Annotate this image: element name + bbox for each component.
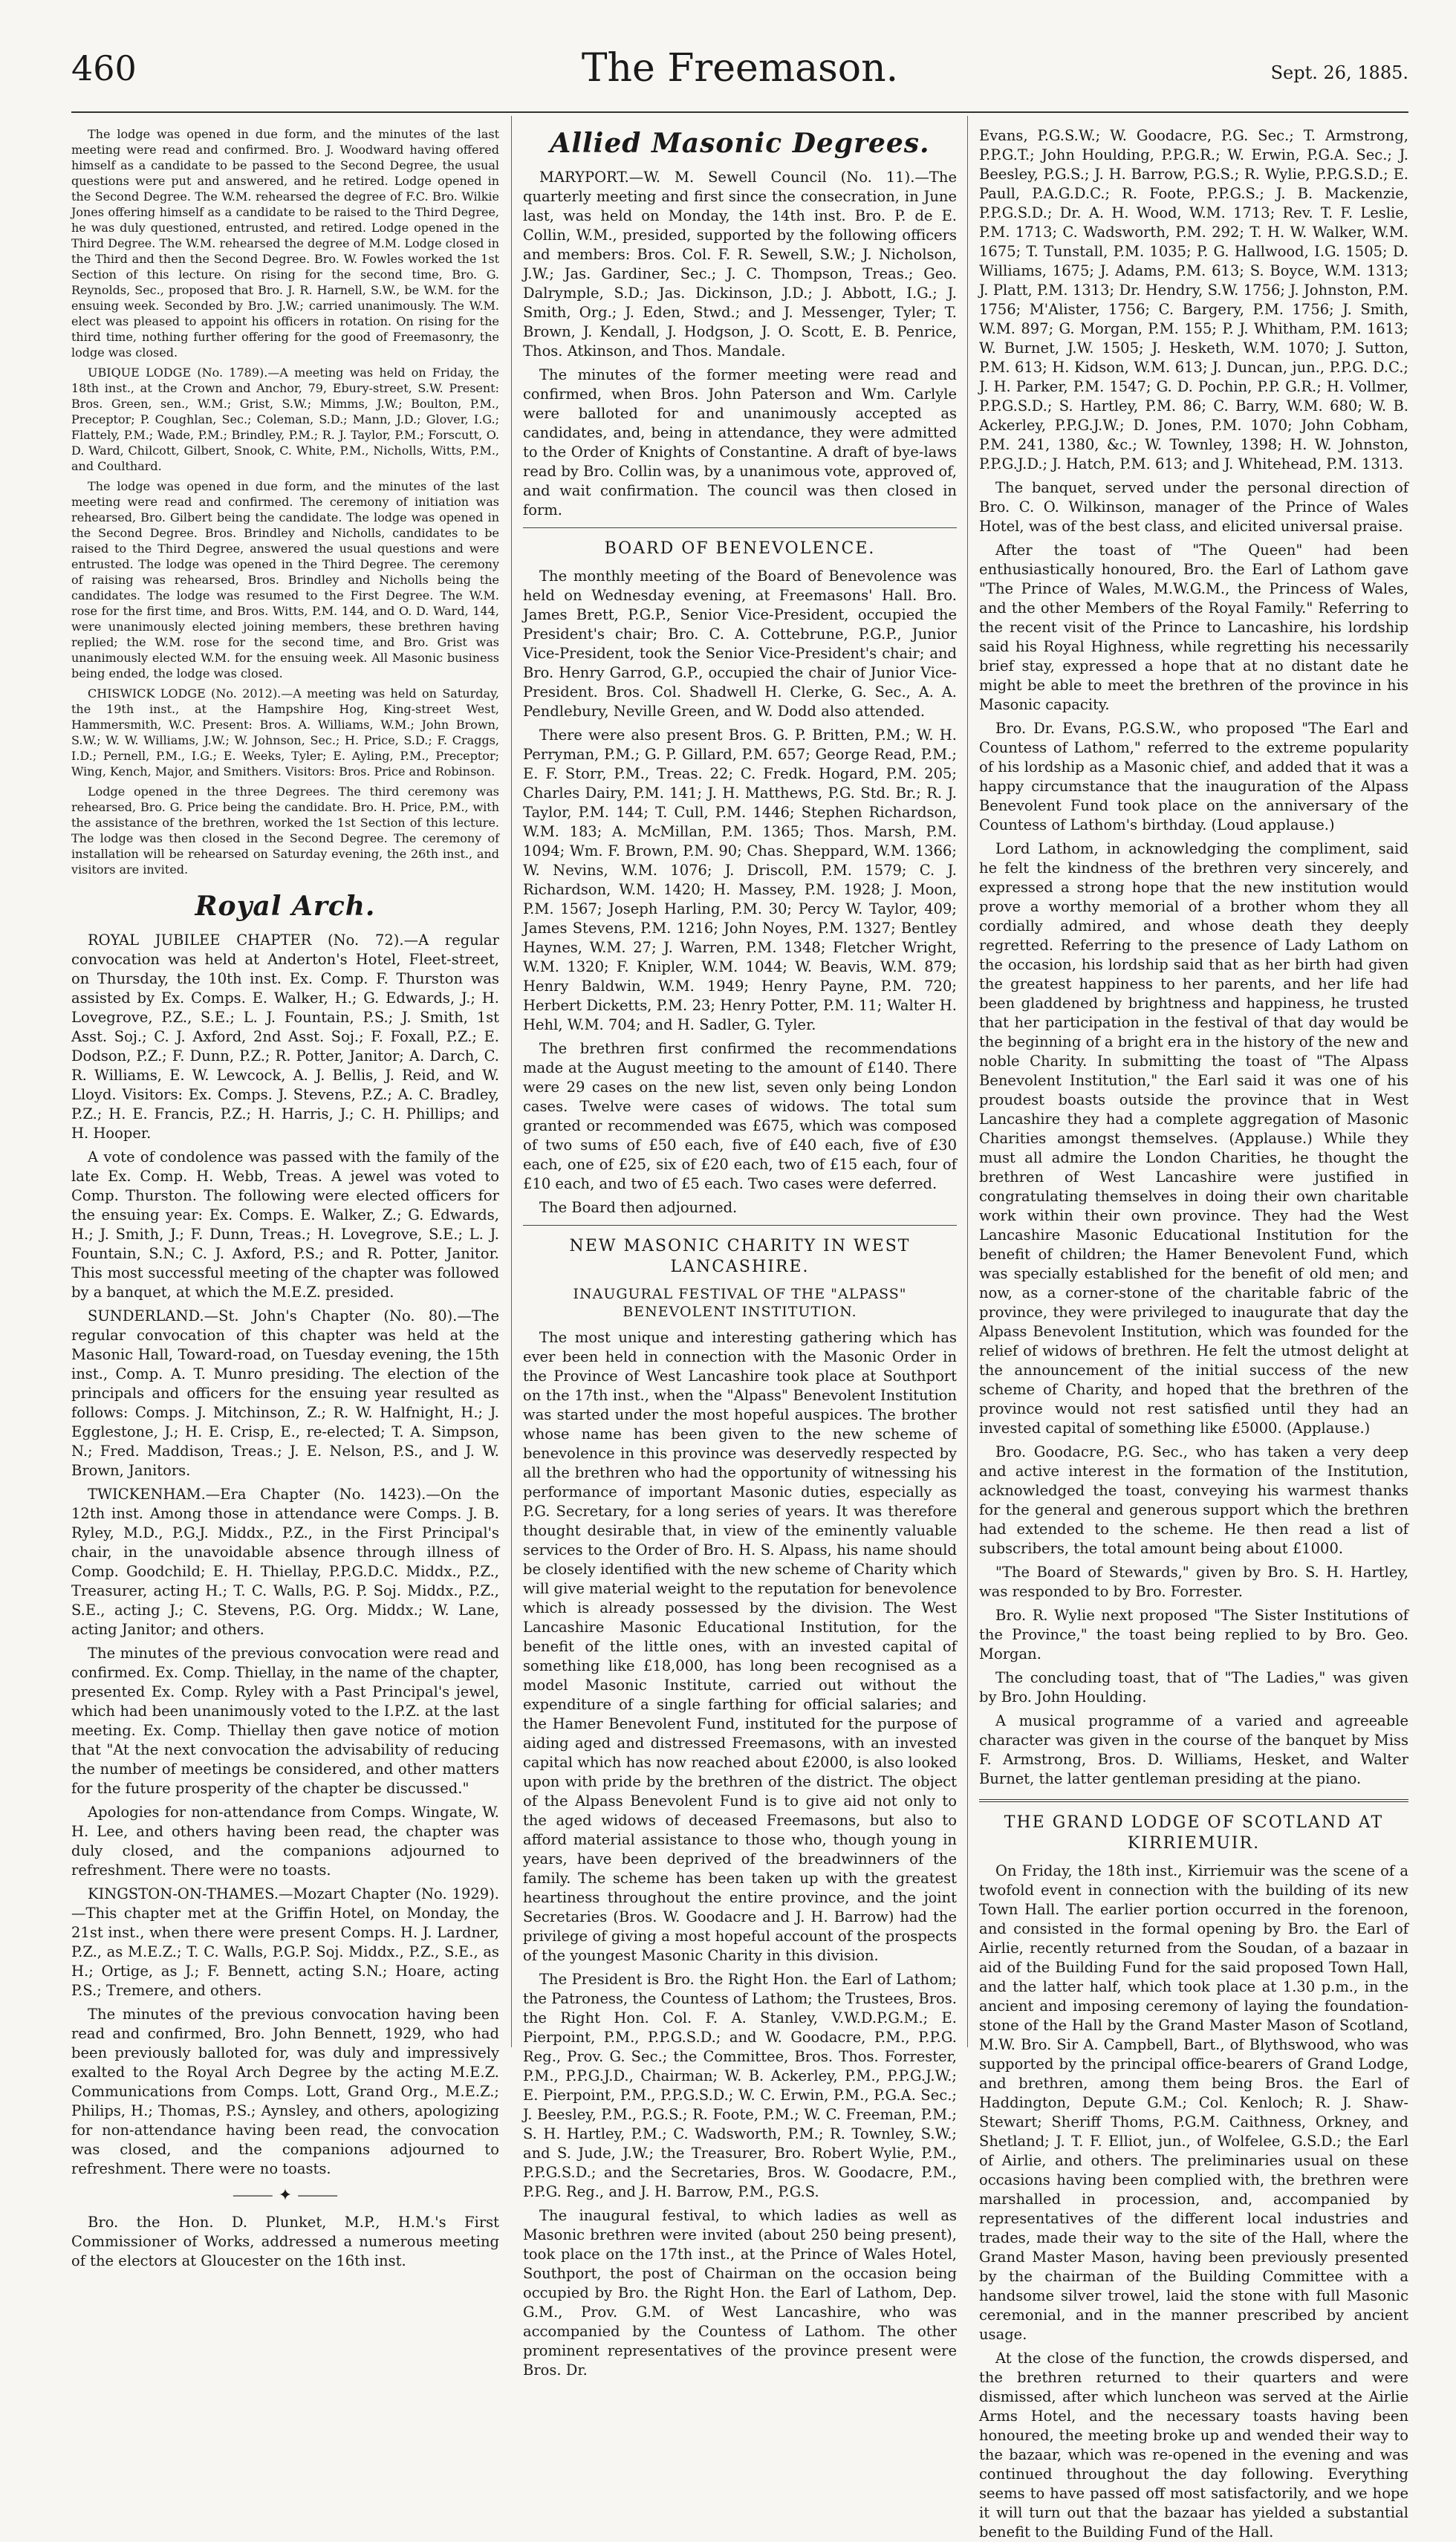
article-paragraph: "The Board of Stewards," given by Bro. S. H. Hartley, was responded to by Bro. Forrester. xyxy=(979,1564,1408,1600)
article-paragraph: The minutes of the former meeting were read and confirmed, when Bros. John Paterson and Wm. Carlyle were balloted for and unanimously accepted as candidates, and, being in attendance, they were admitted to the Order of Knights of Constantine. A draft of bye-laws read by Bro. Collin was, by a unanimous vote, approved of, and wait confirmation. The council was then closed in form. xyxy=(523,366,957,519)
article-paragraph: A musical programme of a varied and agreeable character was given in the course of the banquet by Miss F. Armstrong, Bros. D. Williams, Hesket, and Walter Burnet, the latter gentleman presiding at the piano. xyxy=(979,1712,1408,1787)
ornament-divider: ⸻ ✦ ⸻ xyxy=(232,2186,339,2205)
issue-date: Sept. 26, 1885. xyxy=(1270,62,1408,83)
article-paragraph: Apologies for non-attendance from Comps. Wingate, W. H. Lee, and others having been read, the chapter was duly closed, and the companions adjourned to refreshment. There were no toasts. xyxy=(71,1804,499,1879)
subheading-alpass-festival: INAUGURAL FESTIVAL OF THE "ALPASS" BENEVOLENT INSTITUTION. xyxy=(573,1286,907,1320)
column-3 xyxy=(979,126,1408,2541)
article-paragraph: Evans, P.G.S.W.; W. Goodacre, P.G. Sec.; T. Armstrong, P.P.G.T.; John Houlding, P.P.G.R.; W. Erwin, P.G.A. Sec.; J. Beesley, P.G.S.; J. H. Barrow, P.G.S.; R. Wylie, P.P.G.S.D.; E. Paull, P.A.G.D.C.; R. Foote, P.P.G.S.; J. B. Mackenzie, P.P.G.S.D.; Dr. A. H. Wood, W.M. 1713; Rev. T. F. Leslie, P.M. 1713; C. Wadsworth, P.M. 292; T. H. W. Walker, W.M. 1675; T. Tunstall, P.M. 1035; P. G. Hallwood, I.G. 1505; D. Williams, 1675; J. Adams, P.M. 613; S. Boyce, W.M. 1313; J. Platt, P.M. 1313; Dr. Hendry, S.W. 1756; J. Johnston, P.M. 1756; M'Alister, 1756; C. Bargery, P.M. 1756; J. Smith, W.M. 897; G. Morgan, P.M. 155; P. J. Whitham, P.M. 1613; W. Burnet, J.W. 1505; J. Hesketh, W.M. 1070; J. Sutton, P.M. 613; H. Kidson, W.M. 613; J. Duncan, jun., P.P.G. D.C.; J. H. Parker, P.M. 1547; G. D. Pochin, P.P. G.R.; H. Vollmer, P.P.G.S.D.; S. Hartley, P.M. 86; C. Barry, W.M. 680; W. B. Ackerley, P.P.G.J.W.; D. Jones, P.M. 1070; John Cobham, P.M. 241, 1380, &c.; W. Townley, 1398; H. W. Johnston, P.P.G.J.D.; J. Hatch, P.M. 613; and J. Whitehead, P.M. 1313. xyxy=(979,127,1408,472)
section-rule xyxy=(523,527,957,528)
section-heading-royal-arch: Royal Arch. xyxy=(195,891,376,922)
heading-board-of-benevolence: BOARD OF BENEVOLENCE. xyxy=(604,539,876,558)
article-paragraph: After the toast of "The Queen" had been enthusiastically honoured, Bro. the Earl of Lathom gave "The Prince of Wales, M.W.G.M., the Princess of Wales, and the other Members of the Royal Family." Referring to the recent visit of the Prince to Lancashire, his lordship said his Royal Highness, while regretting his necessarily brief stay, expressed a hope that at no distant date he might be able to meet the brethren of the province in his Masonic capacity. xyxy=(979,542,1408,713)
column-divider xyxy=(967,116,968,2047)
section-rule xyxy=(523,1225,957,1226)
article-paragraph: The monthly meeting of the Board of Benevolence was held on Wednesday evening, at Freemasons' Hall. Bro. James Brett, P.G.P., Senior Vice-President, occupied the President's chair; Bro. C. A. Cottebrune, P.G.P., Junior Vice-President, took the Senior Vice-President's chair; and Bro. Henry Garrod, G.P., occupied the chair of Junior Vice-President. Bros. Col. Shadwell H. Clerke, G. Sec., A. A. Pendlebury, Neville Green, and W. Dodd also attended. xyxy=(523,568,957,720)
masthead-rule xyxy=(71,111,1408,113)
column-2 xyxy=(523,126,957,2379)
heading-new-masonic-charity: NEW MASONIC CHARITY IN WEST LANCASHIRE. xyxy=(569,1237,911,1276)
article-paragraph: The lodge was opened in due form, and the minutes of the last meeting were read and confirmed. The ceremony of initiation was rehearsed, Bro. Gilbert being the candidate. The lodge was opened in the Second Degree. Bros. Brindley and Nicholls, candidates to be raised to the Third Degree, answered the usual questions and were entrusted. The lodge was opened in the Third Degree. The ceremony of raising was rehearsed, Bros. Brindley and Nicholls being the candidates. The lodge was resumed to the First Degree. The W.M. rose for the first time, and Bros. Witts, P.M. 144, and O. D. Ward, 144, were unanimously elected joining members, these brethren having replied; the W.M. rose for the second time, and Bro. Grist was unanimously elected W.M. for the ensuing week. All Masonic business being ended, the lodge was closed. xyxy=(71,479,499,680)
article-paragraph: The minutes of the previous convocation having been read and confirmed, Bro. John Bennett, 1929, who had been previously balloted for, was duly and impressively exalted to the Royal Arch Degree by the acting M.E.Z. Communications from Comps. Lott, Grand Org., M.E.Z.; Philips, H.; Thomas, P.S.; Aynsley, and others, apologizing for non-attendance having been read, the convocation was closed, and the companions adjourned to refreshment. There were no toasts. xyxy=(71,2006,499,2177)
column-divider xyxy=(511,116,512,2047)
article-paragraph: Lord Lathom, in acknowledging the compliment, said he felt the kindness of the brethren very sincerely, and expressed a strong hope that the new institution would prove a worthy memorial of a brother whom they all cordially admired, and whose death they deeply regretted. Referring to the presence of Lady Lathom on the occasion, his lordship said that as her birth had given the greatest happiness to her parents, and her life had been gladdened by brightness and happiness, he trusted that her participation in the festival of that day would be the beginning of a bright era in the history of the new and noble Charity. In submitting the toast of "The Alpass Benevolent Institution," the Earl said it was one of his proudest boasts outside the province that in West Lancashire they had a complete aggregation of Masonic Charities amongst themselves. (Applause.) While they must all admire the London Charities, he thought the brethren of West Lancashire were justified in congratulating themselves in doing their own charitable work within their own province. They had the West Lancashire Masonic Educational Institution for the benefit of children; the Hamer Benevolent Fund, which was specially established for the benefit of old men; and now, as a corner-stone of the charitable fabric of the province, they were privileged to inaugurate that day the Alpass Benevolent Institution, which was founded for the relief of widows of brethren. He felt the utmost delight at the announcement of the initial success of the new scheme of Charity, and hoped that the brethren of the province would not rest satisfied until they had an invested capital of something like £5000. (Applause.) xyxy=(979,840,1408,1437)
newspaper-title: The Freemason. xyxy=(581,46,899,91)
article-paragraph: There were also present Bros. G. P. Britten, P.M.; W. H. Perryman, P.M.; G. P. Gillard, P.M. 657; George Read, P.M.; E. F. Storr, P.M., Treas. 22; C. Fredk. Hogard, P.M. 205; Charles Dairy, P.M. 141; J. H. Matthews, P.G. Std. Br.; R. J. Taylor, P.M. 144; T. Cull, P.M. 1446; Stephen Richardson, W.M. 183; A. McMillan, P.M. 1365; Thos. Marsh, P.M. 1094; Wm. F. Brown, P.M. 90; Chas. Sheppard, W.M. 1366; W. Nevins, W.M. 1076; J. Driscoll, P.M. 1579; C. J. Richardson, W.M. 1420; H. Massey, P.M. 1928; J. Moon, P.M. 1567; Joseph Harling, P.M. 30; Percy W. Taylor, 409; James Stevens, P.M. 1216; John Noyes, P.M. 1327; Bentley Haynes, W.M. 27; J. Warren, P.M. 1348; Fletcher Wright, W.M. 1320; F. Knipler, W.M. 1044; W. Beavis, W.M. 879; Henry Baldwin, W.M. 1949; Henry Payne, P.M. 720; Herbert Dicketts, P.M. 23; Henry Potter, P.M. 11; Walter H. Hehl, W.M. 704; and H. Sadler, G. Tyler. xyxy=(523,726,957,1033)
article-paragraph: At the close of the function, the crowds dispersed, and the brethren returned to their quarters and were dismissed, after which luncheon was served at the Airlie Arms Hotel, and the necessary toasts having been honoured, the meeting broke up and wended their way to the bazaar, which was re-opened in the evening and was continued throughout the day following. Everything seems to have passed off most satisfactorily, and we hope it will turn out that the bazaar has yielded a substantial benefit to the Building Fund of the Hall. xyxy=(979,2350,1408,2541)
page-number: 460 xyxy=(71,48,137,88)
lodge-reports xyxy=(71,126,499,877)
article-paragraph: Bro. the Hon. D. Plunket, M.P., H.M.'s First Commissioner of Works, addressed a numerous meeting of the electors at Gloucester on the 16th inst. xyxy=(71,2214,499,2269)
article-paragraph: CHISWICK LODGE (No. 2012).—A meeting was held on Saturday, the 19th inst., at the Hampshire Hog, King-street West, Hammersmith, W.C. Present: Bros. A. Williams, W.M.; John Brown, S.W.; W. W. Williams, J.W.; W. Johnson, Sec.; H. Price, S.D.; F. Craggs, I.D.; Pernell, P.M., I.G.; E. Weeks, Tyler; E. Ayling, P.M., Preceptor; Wing, Kench, Major, and Smithers. Visitors: Bros. Price and Robinson. xyxy=(71,686,499,778)
article-paragraph: MARYPORT.—W. M. Sewell Council (No. 11).—The quarterly meeting and first since the consecration, in June last, was held on Monday, the 14th inst. Bro. P. de E. Collin, W.M., presided, supported by the following officers and members: Bros. Col. F. R. Sewell, S.W.; J. Nicholson, J.W.; Jas. Gardiner, Sec.; J. C. Thompson, Treas.; Geo. Dalrymple, S.D.; Jas. Dickinson, J.D.; J. Abbott, I.G.; J. Smith, Org.; J. Eden, Stwd.; and J. Messenger, Tyler; T. Brown, J. Kendall, J. Hodgson, J. O. Scott, E. B. Penrice, Thos. Atkinson, and Thos. Mandale. xyxy=(523,169,957,360)
article-paragraph: Bro. Dr. Evans, P.G.S.W., who proposed "The Earl and Countess of Lathom," referred to the extreme popularity of his lordship as a Masonic chief, and added that it was a happy circumstance that the inauguration of the Alpass Benevolent Fund took place on the anniversary of the Countess of Lathom's birthday. (Loud applause.) xyxy=(979,720,1408,833)
article-paragraph: The lodge was opened in due form, and the minutes of the last meeting were read and confirmed. Bro. J. Woodward having offered himself as a candidate to be passed to the Second Degree, the usual questions were put and answered, and he retired. Lodge opened in the Second Degree. The W.M. rehearsed the degree of F.C. Bro. Wilkie Jones offering himself as a candidate to be raised to the Third Degree, he was duly questioned, entrusted, and retired. Lodge opened in the Third Degree. The W.M. rehearsed the degree of M.M. Lodge closed in the Third and then the Second Degree. Bro. W. Fowles worked the 1st Section of this lecture. On rising for the second time, Bro. G. Reynolds, Sec., proposed that Bro. J. R. Harnell, S.W., be W.M. for the ensuing week. Seconded by Bro. J.W.; carried unanimously. The W.M. elect was pleased to appoint his officers in rotation. On rising for the third time, nothing further offering for the good of Freemasonry, the lodge was closed. xyxy=(71,127,499,360)
article-paragraph: A vote of condolence was passed with the family of the late Ex. Comp. H. Webb, Treas. A jewel was voted to Comp. Thurston. The following were elected officers for the ensuing year: Ex. Comps. E. Walker, Z.; G. Edwards, H.; J. Smith, J.; F. Dunn, Treas.; H. Lovegrove, S.E.; L. J. Fountain, S.N.; C. J. Axford, P.S.; and R. Potter, Janitor. This most successful meeting of the chapter was followed by a banquet, at which the M.E.Z. presided. xyxy=(71,1148,499,1301)
section-heading-allied-degrees: Allied Masonic Degrees. xyxy=(550,128,930,159)
column-1 xyxy=(71,126,499,2269)
section-double-rule xyxy=(979,1799,1408,1802)
masthead xyxy=(71,46,1408,108)
article-paragraph: UBIQUE LODGE (No. 1789).—A meeting was held on Friday, the 18th inst., at the Crown and Anchor, 79, Ebury-street, S.W. Present: Bros. Green, sen., W.M.; Grist, S.W.; Mimms, J.W.; Boulton, P.M., Preceptor; P. Coughlan, Sec.; Coleman, S.D.; Mann, J.D.; Glover, I.G.; Flattely, P.M.; Wade, P.M.; Brindley, P.M.; R. J. Taylor, P.M.; Forscutt, O. D. Ward, Chilcott, Gilbert, Snook, C. White, P.M., Nicholls, Witts, P.M., and Coulthard. xyxy=(71,365,499,473)
heading-grand-lodge-scotland: THE GRAND LODGE OF SCOTLAND AT KIRRIEMUIR. xyxy=(1004,1813,1384,1853)
article-paragraph: The President is Bro. the Right Hon. the Earl of Lathom; the Patroness, the Countess of Lathom; the Trustees, Bros. the Right Hon. Col. F. A. Stanley, V.W.D.P.G.M.; E. Pierpoint, P.M., P.P.G.S.D.; and W. Goodacre, P.M., P.P.G. Reg., Prov. G. Sec.; the Committee, Bros. Thos. Forrester, P.M., P.P.G.J.D., Chairman; W. B. Ackerley, P.M., P.P.G.J.W.; E. Pierpoint, P.M., P.P.G.S.D.; W. C. Erwin, P.M., P.G.A. Sec.; J. Beesley, P.M., P.G.S.; R. Foote, P.M.; W. C. Freeman, P.M.; S. H. Hartley, P.M.; C. Wadsworth, P.M.; R. Townley, S.W.; and S. Jude, J.W.; the Treasurer, Bro. Robert Wylie, P.M., P.P.G.S.D.; and the Secretaries, Bros. W. Goodacre, P.M., P.P.G. Reg., and J. H. Barrow, P.M., P.G.S. xyxy=(523,1971,957,2200)
article-paragraph: The most unique and interesting gathering which has ever been held in connection with the Masonic Order in the Province of West Lancashire took place at Southport on the 17th inst., when the "Alpass" Benevolent Institution was started under the most hopeful auspices. The brother whose name has been given to the new scheme of benevolence in this province was deservedly respected by all the brethren who had the opportunity of witnessing his performance of important Masonic duties, especially as P.G. Secretary, for a long series of years. It was therefore thought desirable that, in view of the eminently valuable services to the Order of Bro. H. S. Alpass, his name should be closely identified with the new scheme of Charity which will give material weight to the reputation for benevolence which is already possessed by the division. The West Lancashire Masonic Educational Institution, for the benefit of the little ones, with an invested capital of something like £18,000, has long been recognised as a model Masonic Institute, carried out without the expenditure of a single farthing for official salaries; and the Hamer Benevolent Fund, instituted for the purpose of aiding aged and distressed Freemasons, with an invested capital which has now reached about £2000, is also looked upon with pride by the brethren of the district. The object of the Alpass Benevolent Fund is to give aid not only to the aged widows of deceased Freemasons, but also to afford material assistance to those who, though young in years, have been deprived of the breadwinners of the family. The scheme has been taken up with the greatest heartiness throughout the entire province, and the joint Secretaries (Bros. W. Goodacre and J. H. Barrow) had the privilege of giving a most hopeful account of the prospects of the youngest Masonic Charity in this division. xyxy=(523,1329,957,1964)
article-paragraph: ROYAL JUBILEE CHAPTER (No. 72).—A regular convocation was held at Anderton's Hotel, Fleet-street, on Thursday, the 10th inst. Ex. Comp. F. Thurston was assisted by Ex. Comps. E. Walker, H.; G. Edwards, J.; H. Lovegrove, P.Z., S.E.; L. J. Fountain, P.S.; J. Smith, 1st Asst. Soj.; C. J. Axford, 2nd Asst. Soj.; F. Foxall, P.Z.; E. Dodson, P.Z.; F. Dunn, P.Z.; R. Potter, Janitor; A. Darch, C. R. Williams, E. W. Lewcock, A. J. Bellis, J. Reid, and W. Lloyd. Visitors: Ex. Comps. J. Stevens, P.Z.; A. C. Bradley, P.Z.; H. E. Francis, P.Z.; H. Harris, J.; C. H. Phillips; and H. Hooper. xyxy=(71,932,499,1142)
article-paragraph: The banquet, served under the personal direction of Bro. C. O. Wilkinson, manager of the Prince of Wales Hotel, was of the best class, and elicited universal praise. xyxy=(979,479,1408,535)
article-paragraph: The minutes of the previous convocation were read and confirmed. Ex. Comp. Thiellay, in the name of the chapter, presented Ex. Comp. Ryley with a Past Principal's jewel, which had been unanimously voted to the I.P.Z. at the last meeting. Ex. Comp. Thiellay then gave notice of motion that "At the next convocation the advisability of reducing the number of meetings be considered, and other matters for the future prosperity of the chapter be discussed." xyxy=(71,1645,499,1797)
article-paragraph: On Friday, the 18th inst., Kirriemuir was the scene of a twofold event in connection with the building of its new Town Hall. The earlier portion occurred in the forenoon, and consisted in the formal opening by Bro. the Earl of Airlie, recently returned from the Soudan, of a bazaar in aid of the Building Fund for the said proposed Town Hall, and the latter half, which took place at 1.30 p.m., in the ancient and imposing ceremony of laying the foundation-stone of the Hall by the Grand Master Mason of Scotland, M.W. Bro. Sir A. Campbell, Bart., of Blythswood, who was supported by the principal office-bearers of Grand Lodge, and brethren, among them being Bros. the Earl of Haddington, Depute G.M.; Col. Kenloch; R. J. Shaw-Stewart; Sheriff Thoms, P.G.M. Caithness, Orkney, and Shetland; J. T. F. Elliot, jun., of Wolfelee, G.S.D.; the Earl of Airlie, and others. The preliminaries usual on these occasions having been complied with, the brethren were marshalled in procession, and, accompanied by representatives of the different local industries and trades, made their way to the site of the Hall, where the Grand Master Mason, having been previously presented by the chairman of the Building Committee with a handsome silver trowel, laid the stone with full Masonic ceremonial, and in the manner prescribed by ancient usage. xyxy=(979,1862,1408,2343)
article-paragraph: Bro. Goodacre, P.G. Sec., who has taken a very deep and active interest in the formation of the Institution, acknowledged the toast, conveying his warmest thanks for the general and generous support which the brethren had extended to the scheme. He then read a list of subscribers, the total amount being about £1000. xyxy=(979,1443,1408,1557)
article-paragraph: Lodge opened in the three Degrees. The third ceremony was rehearsed, Bro. G. Price being the candidate. Bro. H. Price, P.M., with the assistance of the brethren, worked the 1st Section of this lecture. The lodge was then closed in the Second Degree. The ceremony of installation will be rehearsed on Saturday evening, the 26th inst., and visitors are invited. xyxy=(71,784,499,877)
article-paragraph: Bro. R. Wylie next proposed "The Sister Institutions of the Province," the toast being replied to by Bro. Geo. Morgan. xyxy=(979,1607,1408,1662)
article-paragraph: SUNDERLAND.—St. John's Chapter (No. 80).—The regular convocation of this chapter was held at the Masonic Hall, Toward-road, on Tuesday evening, the 15th inst., Comp. A. T. Munro presiding. The election of the principals and officers for the ensuing year resulted as follows: Comps. J. Mitchinson, Z.; R. W. Halfnight, H.; J. Egglestone, J.; H. E. Crisp, E., re-elected; T. A. Simpson, N.; Fred. Maddison, Treas.; J. E. Nelson, P.S., and J. W. Brown, Janitors. xyxy=(71,1307,499,1479)
article-paragraph: TWICKENHAM.—Era Chapter (No. 1423).—On the 12th inst. Among those in attendance were Comps. J. B. Ryley, M.D., P.G.J. Middx., P.Z., in the First Principal's chair, in the unavoidable absence through illness of Comp. Goodchild; E. H. Thiellay, P.P.G.D.C. Middx., P.Z., Treasurer, acting H.; T. C. Walls, P.G. P. Soj. Middx., P.Z., S.E., acting J.; C. Stevens, P.G. Org. Middx.; W. Lane, acting Janitor; and others. xyxy=(71,1486,499,1638)
article-paragraph: The concluding toast, that of "The Ladies," was given by Bro. John Houlding. xyxy=(979,1669,1408,1706)
article-paragraph: The Board then adjourned. xyxy=(539,1199,738,1216)
article-paragraph: The brethren first confirmed the recommendations made at the August meeting to the amount of £140. There were 29 cases on the new list, seven only being London cases. Twelve were cases of widows. The total sum granted or recommended was £675, which was composed of two sums of £50 each, five of £40 each, five of £30 each, one of £25, six of £20 each, two of £15 each, four of £10 each, and two of £5 each. Two cases were deferred. xyxy=(523,1040,957,1192)
article-paragraph: KINGSTON-ON-THAMES.—Mozart Chapter (No. 1929).—This chapter met at the Griffin Hotel, on Monday, the 21st inst., when there were present Comps. H. J. Lardner, P.Z., as M.E.Z.; T. C. Walls, P.G.P. Soj. Middx., P.Z., S.E., as H.; Ortige, as J.; F. Bennett, acting S.N.; Hoare, acting P.S.; Tremere, and others. xyxy=(71,1885,499,1999)
article-paragraph: The inaugural festival, to which ladies as well as Masonic brethren were invited (about 250 being present), took place on the 17th inst., at the Prince of Wales Hotel, Southport, the post of Chairman on the occasion being occupied by Bro. the Right Hon. the Earl of Lathom, Dep. G.M., Prov. G.M. of West Lancashire, who was accompanied by the Countess of Lathom. The other prominent representatives of the province present were Bros. Dr. xyxy=(523,2207,957,2379)
